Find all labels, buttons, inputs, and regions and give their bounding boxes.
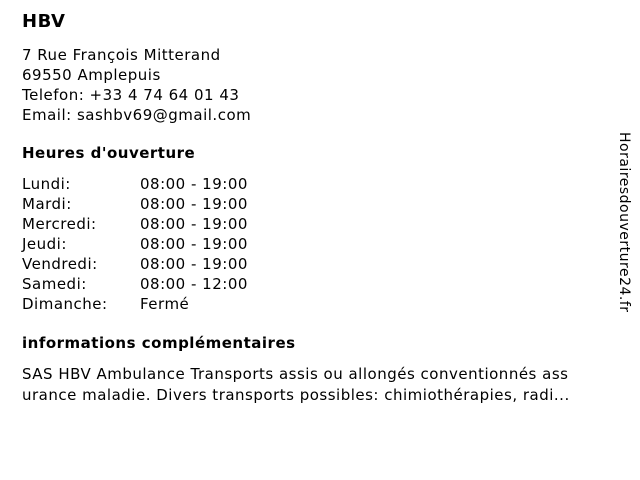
email-value: sashbv69@gmail.com: [76, 106, 252, 124]
info-paragraph-line1: SAS HBV Ambulance Transports assis ou allongés conventionnés ass: [22, 365, 569, 383]
hours-time-value: 08:00 - 19:00: [140, 195, 248, 213]
site-watermark-vertical: Horairesdouverture24.fr: [616, 132, 632, 313]
info-section-title: informations complémentaires: [22, 334, 296, 352]
address-line2: 69550 Amplepuis: [22, 66, 161, 84]
hours-time-value: 08:00 - 19:00: [140, 255, 248, 273]
hours-time-value: 08:00 - 12:00: [140, 275, 248, 293]
hours-day-label: Lundi:: [22, 175, 71, 193]
hours-day-label: Samedi:: [22, 275, 87, 293]
hours-day-label: Mercredi:: [22, 215, 97, 233]
hours-row: [22, 274, 248, 294]
hours-day-label: Jeudi:: [22, 235, 67, 253]
phone-value: +33 4 74 64 01 43: [89, 86, 240, 104]
hours-row: [22, 234, 248, 254]
hours-row: [22, 294, 248, 314]
hours-day-label: Mardi:: [22, 195, 72, 213]
info-paragraph-line2: urance maladie. Divers transports possibles: chimiothérapies, radi...: [22, 386, 570, 404]
address-line1: 7 Rue François Mitterand: [22, 46, 221, 64]
contact-block: [22, 45, 251, 125]
hours-day-label: Vendredi:: [22, 255, 98, 273]
hours-day-label: Dimanche:: [22, 295, 108, 313]
email-label: Email:: [22, 106, 72, 124]
info-paragraph: [22, 364, 614, 406]
hours-time-value: 08:00 - 19:00: [140, 235, 248, 253]
hours-row: [22, 194, 248, 214]
hours-time-value: Fermé: [140, 295, 190, 313]
email-line: [22, 105, 251, 125]
hours-time-value: 08:00 - 19:00: [140, 215, 248, 233]
phone-line: [22, 85, 251, 105]
phone-label: Telefon:: [22, 86, 85, 104]
hours-table: [22, 174, 248, 314]
hours-row: [22, 174, 248, 194]
hours-row: [22, 254, 248, 274]
hours-time-value: 08:00 - 19:00: [140, 175, 248, 193]
business-name: HBV: [22, 11, 66, 32]
hours-row: [22, 214, 248, 234]
hours-section-title: Heures d'ouverture: [22, 144, 196, 162]
